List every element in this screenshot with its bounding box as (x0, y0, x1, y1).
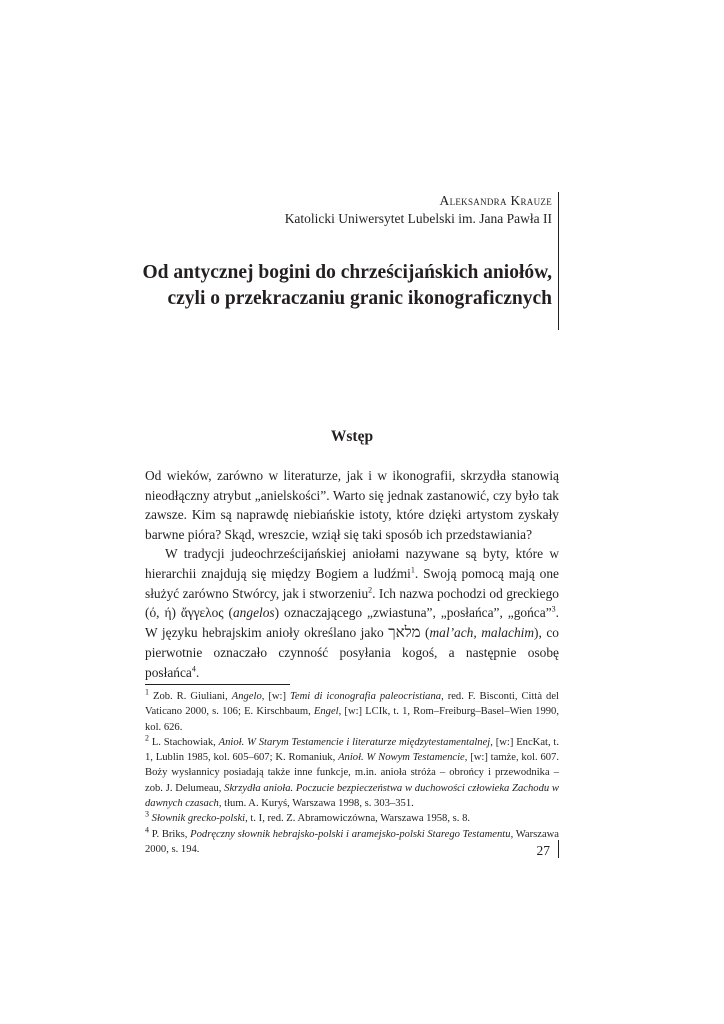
text-run: , [w:] LCIk, t. 1, Rom–Freiburg–Basel–Wien 1990, kol. 626. (145, 706, 559, 733)
hebrew-term: מלאך (388, 624, 421, 641)
footnote-number: 2 (145, 733, 149, 743)
footnote-separator (145, 684, 290, 685)
italic-title: Angelo (231, 691, 262, 702)
footnotes (145, 689, 559, 857)
author-name: Aleksandra Krauze (439, 193, 552, 208)
italic-title: Skrzydła anioła. Poczucie bezpieczeństwa w duchowości człowieka Zachodu w dawnych czasach (145, 782, 559, 810)
article-title (132, 260, 552, 312)
text-run: , [w:] (261, 691, 291, 702)
text-run: ( (420, 624, 430, 640)
text-run: L. Stachowiak, (149, 736, 219, 748)
footnote-number: 3 (145, 809, 149, 819)
italic-title: Engel (313, 706, 339, 718)
footnote-3 (145, 811, 559, 826)
footnote-ref-4[interactable]: 4 (191, 664, 196, 674)
text-run: ) oznaczającego „zwiastuna”, „posłańca”, „gońca” (274, 605, 552, 621)
footnote-ref-2[interactable]: 2 (368, 585, 373, 595)
text-run: . (195, 664, 200, 680)
footnote-4 (145, 827, 559, 858)
paragraph-2 (145, 544, 559, 682)
text-run: W tradycji judeochrześcijańskiej aniołami nazywane są byty, które w hierarchii znajdują się między Bogiem a ludźmi (145, 546, 559, 581)
italic-term: angelos (232, 605, 275, 621)
title-line-1: Od antycznej bogini do chrześcijańskich aniołów, (142, 262, 552, 283)
author-affiliation: Katolicki Uniwersytet Lubelski im. Jana Pawła II (284, 211, 552, 226)
text-run: , Warszawa 2000, s. 194. (145, 828, 560, 855)
title-line-2: czyli o przekraczaniu granic ikonograficznych (167, 288, 552, 309)
footnote-2 (145, 735, 559, 811)
page-number: 27 (536, 843, 550, 858)
text-run: , [w:] EncKat, t. 1, Lublin 1985, kol. 605–607; K. Romaniuk, (145, 736, 560, 764)
paragraph-1: Od wieków, zarówno w literaturze, jak i w ikonografii, skrzydła stanowią nieodłączny atrybut „anielskości”. Warto się jednak zastanowić, czy było tak zawsze. Kim są naprawdę niebiańskie istoty, które dzięki artystom zyskały barwne pióra? Skąd, wreszcie, wziął się taki sposób ich przedstawiania? (145, 468, 559, 542)
header-vertical-rule (558, 192, 559, 330)
text-run: , [w:] tamże, kol. 607. Boży wysłannicy posiadają także inne funkcje, m.in. anioła stróża – obrońcy i przewodnika – zob. J. Delumeau, (145, 752, 559, 794)
text-run: , tłum. A. Kuryś, Warszawa 1998, s. 303–351. (218, 798, 414, 810)
text-run: . W języku hebrajskim anioły określano jako (145, 605, 559, 640)
footnote-ref-3[interactable]: 3 (551, 604, 556, 614)
text-run: P. Briks, (149, 828, 191, 840)
text-run: , t. I, red. Z. Abramowiczówna, Warszawa 1958, s. 8. (245, 813, 471, 825)
text-run: , red. F. Bisconti, Città del Vaticano 2000, s. 106; E. Kirschbaum, (145, 691, 559, 718)
footnote-1 (145, 689, 559, 735)
italic-title: Temi di iconografia paleocristiana (290, 691, 442, 702)
italic-title: Anioł. W Starym Testamencie i literaturze międzytestamentalnej (218, 736, 491, 748)
section-heading: Wstęp (330, 428, 374, 445)
italic-title: Anioł. W Nowym Testamencie (338, 752, 465, 764)
text-run: . Swoją pomocą mają one służyć zarówno Stwórcy, jak i stworzeniu (145, 565, 559, 601)
text-run: Zob. R. Giuliani, (149, 691, 232, 702)
footnote-number: 4 (145, 825, 149, 835)
text-run: . Ich nazwa pochodzi od greckiego (ό, ή) ἄγγελος ( (145, 585, 559, 621)
footnote-ref-1[interactable]: 1 (410, 565, 415, 575)
italic-title: Podręczny słownik hebrajsko-polski i aramejsko-polski Starego Testamentu (190, 828, 511, 840)
text-run: ), co pierwotnie oznaczało czynność posyłania kogoś, a następnie osobę posłańca (145, 624, 559, 680)
body-text (145, 466, 559, 683)
footer-vertical-rule (558, 840, 559, 858)
italic-title: Słownik grecko-polski (151, 813, 246, 825)
italic-term: mal’ach, malachim (429, 624, 535, 640)
footnote-number: 1 (145, 687, 149, 697)
